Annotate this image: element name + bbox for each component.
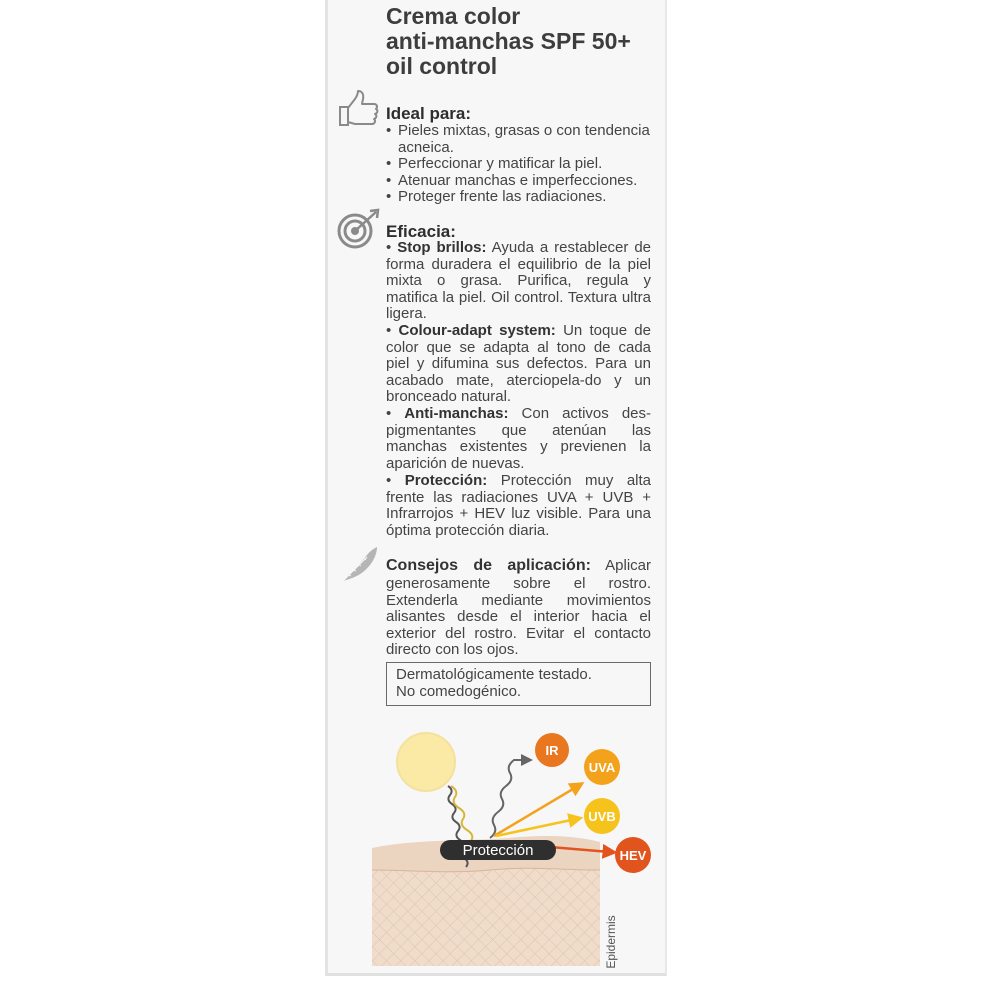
note-line-2: No comedogénico. bbox=[396, 683, 522, 700]
ideal-item: • Perfeccionar y matificar la piel. bbox=[386, 156, 656, 173]
title-line-3: oil control bbox=[386, 53, 498, 79]
hev-badge-label: HEV bbox=[619, 848, 647, 863]
protection-label: Protección bbox=[462, 842, 534, 859]
epidermis-label: Epidermis bbox=[604, 915, 618, 969]
ideal-item: • Proteger frente las radiaciones. bbox=[386, 189, 656, 206]
title-line-1: Crema color bbox=[386, 3, 521, 29]
eficacia-text: Ayuda a restablecer de forma duradera el equilibrio de la piel mixta o grasa. Purifica, regula y matifica la piel. Oil control. Textura ultra ligera. bbox=[386, 239, 652, 323]
note-line-1: Dermatológicamente testado. bbox=[396, 666, 592, 683]
consejos-text: Aplicar generosamente sobre el rostro. Extenderla mediante movimientos alisantes desde el interior hacia el exterior del rostro. Evitar el contacto directo con los ojos. bbox=[386, 557, 652, 659]
uva-badge-label: UVA bbox=[588, 760, 616, 775]
thumbs-up-icon bbox=[337, 90, 379, 128]
eficacia-label: Protección: bbox=[404, 472, 488, 489]
ideal-item: • Pieles mixtas, grasas o con tendencia acneica. bbox=[386, 123, 656, 156]
protection-diagram bbox=[330, 720, 660, 970]
eficacia-item-stop-brillos: • Stop brillos: Ayuda a restablecer de forma duradera el equilibrio de la piel mixta o grasa. Purifica, regula y matifica la piel. Oil control. Textura ultra ligera. bbox=[386, 239, 652, 323]
uvb-badge-label: UVB bbox=[588, 809, 616, 824]
eficacia-item-colour-adapt: • Colour-adapt system: Un toque de color que se adapta al tono de cada piel y difumina sus defectos. Para un acabado mate, aterciopela-do y un bronceado natural. bbox=[386, 322, 651, 406]
eficacia-heading: Eficacia: bbox=[386, 222, 456, 241]
eficacia-label: Anti-manchas: bbox=[404, 405, 509, 422]
eficacia-label: Stop brillos: bbox=[397, 239, 487, 256]
feather-icon bbox=[337, 545, 379, 587]
eficacia-text: Un toque de color que se adapta al tono de cada piel y difumina sus defectos. Para un acabado mate, aterciopela-do y un bronceado natural. bbox=[386, 322, 651, 406]
eficacia-text: Protección muy alta frente las radiaciones UVA + UVB + Infrarrojos + HEV luz visible. Para una óptima protección diaria. bbox=[386, 472, 652, 539]
eficacia-item-anti-manchas: • Anti-manchas: Con activos des-pigmentantes que atenúan las manchas existentes y previenen la aparición de nuevas. bbox=[386, 405, 651, 472]
dermatology-note bbox=[386, 662, 651, 706]
sun-icon bbox=[397, 733, 455, 791]
product-title bbox=[386, 4, 666, 79]
ir-badge-label: IR bbox=[545, 743, 559, 758]
ideal-list bbox=[386, 123, 656, 206]
consejos-heading: Consejos de aplicación: bbox=[386, 557, 591, 574]
target-icon bbox=[336, 208, 382, 250]
title-line-2: anti-manchas SPF 50+ bbox=[386, 28, 631, 54]
ideal-item: • Atenuar manchas e imperfecciones. bbox=[386, 173, 656, 190]
eficacia-text: Con activos des-pigmentantes que atenúan las manchas existentes y previenen la aparición de nuevas. bbox=[386, 405, 651, 472]
consejos-paragraph bbox=[386, 556, 651, 659]
eficacia-label: Colour-adapt system: bbox=[398, 322, 556, 339]
ideal-heading: Ideal para: bbox=[386, 104, 472, 123]
eficacia-item-proteccion: • Protección: Protección muy alta frente las radiaciones UVA + UVB + Infrarrojos + HEV luz visible. Para una óptima protección diaria. bbox=[386, 472, 652, 539]
